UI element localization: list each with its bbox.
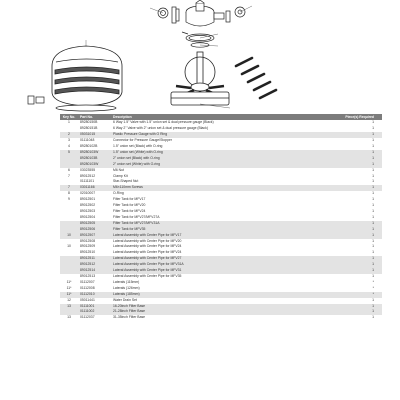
pieces-required-cell: 1 bbox=[372, 214, 374, 219]
part-number-cell: 89012510 bbox=[80, 250, 96, 255]
key-number-cell: 8 bbox=[68, 191, 70, 196]
description-cell: Filter Tank for MFV20 bbox=[113, 203, 146, 208]
pieces-required-header: Piece(s) Required bbox=[345, 115, 374, 119]
part-number-cell: 89012514 bbox=[80, 268, 96, 273]
part-number-cell: 89280103B bbox=[80, 155, 98, 160]
pieces-required-cell: 1 bbox=[372, 126, 374, 131]
pieces-required-cell: 1 bbox=[372, 232, 374, 237]
lateral-assembly-illustration bbox=[171, 52, 229, 105]
pieces-required-cell: 1 bbox=[372, 273, 374, 278]
part-number-cell: 03023555 bbox=[80, 167, 96, 172]
description-cell: Laterals (126mm) bbox=[113, 285, 140, 290]
pieces-required-cell: 1 bbox=[372, 197, 374, 202]
part-number-cell: 89012501 bbox=[80, 197, 96, 202]
description-cell: 1.5" union set (Black) with O-ring bbox=[113, 144, 163, 149]
description-cell: Filter Tank for MFV27/MFV27A bbox=[113, 214, 160, 219]
key-number-cell: 7 bbox=[68, 173, 70, 178]
description-cell: Lateral Assembly with Center Pipe for MFV27 bbox=[113, 256, 182, 261]
pieces-required-cell: 1 bbox=[372, 173, 374, 178]
description-header: Description bbox=[113, 115, 132, 119]
pieces-required-cell: * bbox=[372, 279, 374, 284]
parts-table-body bbox=[60, 120, 382, 321]
key-number-cell: 3 bbox=[68, 138, 70, 143]
key-number-cell: 10 bbox=[67, 232, 71, 237]
part-number-cell: 89012512 bbox=[80, 173, 96, 178]
pieces-required-cell: 1 bbox=[372, 191, 374, 196]
key-number-cell: 9 bbox=[68, 197, 70, 202]
part-number-header: Part No. bbox=[80, 115, 93, 119]
pieces-required-cell: 1 bbox=[372, 256, 374, 261]
key-number-cell: 13 bbox=[67, 303, 71, 308]
pieces-required-cell: 1 bbox=[372, 203, 374, 208]
part-number-cell: 01112037 bbox=[80, 315, 95, 320]
exploded-view-diagram bbox=[0, 0, 400, 112]
description-cell: Lateral Assembly with Center Pipe for MFV31A bbox=[113, 262, 184, 267]
description-cell: 21-28inch Filter Base bbox=[113, 309, 146, 314]
part-number-cell: 89280102B bbox=[80, 144, 98, 149]
part-number-cell: 89012504 bbox=[80, 214, 96, 219]
description-cell: Lateral Assembly with Center Pipe for MFV31 bbox=[113, 268, 182, 273]
description-cell: Water Drain Set bbox=[113, 297, 137, 302]
key-number-cell: 13 bbox=[67, 315, 71, 320]
part-number-cell: 89012505 bbox=[80, 220, 96, 225]
pieces-required-cell: * bbox=[372, 291, 374, 296]
pieces-required-cell: 1 bbox=[372, 262, 374, 267]
key-number-cell: 2 bbox=[68, 132, 70, 137]
part-number-cell: 89012507 bbox=[80, 232, 96, 237]
description-cell: Lateral Assembly with Center Pipe for MFV35 bbox=[113, 273, 182, 278]
description-cell: M6×110mm Screws bbox=[113, 185, 143, 190]
pieces-required-cell: 1 bbox=[372, 220, 374, 225]
description-cell: Star-Shaped Nut bbox=[113, 179, 139, 184]
part-number-cell: 89280103W bbox=[80, 149, 99, 154]
key-number-cell: 11* bbox=[66, 279, 72, 284]
part-number-cell: 01112008 bbox=[80, 285, 95, 290]
part-number-cell: 89280150B bbox=[80, 120, 98, 125]
part-number-cell: 89012506 bbox=[80, 226, 96, 231]
part-number-cell: 89012503 bbox=[80, 209, 96, 213]
pieces-required-cell: 1 bbox=[372, 250, 374, 255]
pieces-required-cell: 1 bbox=[372, 209, 374, 213]
pieces-required-cell: 1 bbox=[372, 132, 374, 137]
clamp-ring-illustration bbox=[182, 32, 214, 47]
part-number-cell: 89012502 bbox=[80, 203, 96, 208]
pieces-required-cell: 1 bbox=[372, 185, 374, 190]
part-number-cell: 01111048 bbox=[80, 138, 95, 143]
description-cell: Connector for Pressure Gauge/Stopper bbox=[113, 138, 172, 143]
pieces-required-cell: 1 bbox=[372, 138, 374, 143]
key-number-cell: 4 bbox=[68, 144, 70, 149]
description-cell: Clamp Kit bbox=[113, 173, 128, 178]
description-cell: Laterals (115mm) bbox=[113, 279, 140, 284]
key-number-header: Key No. bbox=[62, 115, 76, 119]
description-cell: 2" union set (Black) with O-ring bbox=[113, 155, 160, 160]
laterals-illustration bbox=[236, 58, 276, 98]
filter-tank-illustration bbox=[52, 46, 122, 111]
part-number-cell: 01111001 bbox=[80, 303, 95, 308]
pieces-required-cell: 1 bbox=[372, 144, 374, 149]
part-number-cell: 89280103W bbox=[80, 161, 99, 166]
multiport-valve-illustration bbox=[158, 0, 245, 26]
key-number-cell: 10 bbox=[67, 244, 71, 249]
pieces-required-cell: 1 bbox=[372, 244, 374, 249]
part-number-cell: 89012509 bbox=[80, 244, 96, 249]
part-number-cell: 05011441 bbox=[80, 297, 95, 302]
part-number-cell: 89012508 bbox=[80, 238, 96, 243]
pieces-required-cell: 1 bbox=[372, 120, 374, 125]
description-cell: Lateral Assembly with Center Pipe for MFV24 bbox=[113, 244, 182, 249]
description-cell: 1.5" union set (White) with O-ring bbox=[113, 149, 163, 154]
parts-table bbox=[60, 114, 382, 321]
pieces-required-cell: 1 bbox=[372, 238, 374, 243]
pieces-required-cell: 1 bbox=[372, 309, 374, 314]
description-cell: Filter Tank for MFV17 bbox=[113, 197, 146, 202]
pieces-required-cell: * bbox=[372, 285, 374, 290]
part-number-cell: 02010007 bbox=[80, 191, 96, 196]
part-number-cell: 01111101 bbox=[80, 179, 95, 184]
pieces-required-cell: 1 bbox=[372, 149, 374, 154]
description-cell: O-Ring bbox=[113, 191, 124, 196]
key-number-cell: 11* bbox=[66, 291, 72, 296]
description-cell: 2" union set (White) with O-ring bbox=[113, 161, 160, 166]
drain-set-illustration bbox=[28, 96, 44, 104]
part-number-cell: 03011166 bbox=[80, 185, 95, 190]
part-number-cell: 01112007 bbox=[80, 279, 95, 284]
description-cell: Filter Tank for MFV24 bbox=[113, 209, 146, 213]
key-number-cell: 6 bbox=[68, 167, 70, 172]
description-cell: M6 Nut bbox=[113, 167, 124, 172]
pieces-required-cell: 1 bbox=[372, 179, 374, 184]
description-cell: Lateral Assembly with Center Pipe for MFV17 bbox=[113, 232, 182, 237]
description-cell: Laterals (185mm) bbox=[113, 291, 140, 296]
pieces-required-cell: 1 bbox=[372, 297, 374, 302]
description-cell: 31-35inch Filter Base bbox=[113, 315, 146, 320]
pieces-required-cell: 1 bbox=[372, 226, 374, 231]
pieces-required-cell: 1 bbox=[372, 155, 374, 160]
part-number-cell: 89012511 bbox=[80, 256, 95, 261]
description-cell: Lateral Assembly with Center Pipe for MFV24 bbox=[113, 250, 182, 255]
pieces-required-cell: 1 bbox=[372, 315, 374, 320]
part-number-cell: 01111002 bbox=[80, 309, 95, 314]
pieces-required-cell: 1 bbox=[372, 268, 374, 273]
description-cell: 6 Way 2" Valve with 2" union set & dual pressure gauge (Black) bbox=[113, 126, 208, 131]
key-number-cell: 1 bbox=[68, 120, 70, 125]
key-number-cell: 11* bbox=[66, 285, 72, 290]
table-row bbox=[60, 315, 382, 321]
key-number-cell: 12 bbox=[67, 297, 71, 302]
description-cell: Filter Tank for MFV27/MFV31A bbox=[113, 220, 160, 225]
pieces-required-cell: 1 bbox=[372, 167, 374, 172]
description-cell: Lateral Assembly with Center Pipe for MFV20 bbox=[113, 238, 182, 243]
part-number-cell: 01112010 bbox=[80, 291, 95, 296]
part-number-cell: 89280151B bbox=[80, 126, 98, 131]
part-number-cell: 05031015 bbox=[80, 132, 96, 137]
description-cell: Plastic Pressure Gauge with O Ring bbox=[113, 132, 168, 137]
pieces-required-cell: 1 bbox=[372, 303, 374, 308]
description-cell: Filter Tank for MFV35 bbox=[113, 226, 146, 231]
part-number-cell: 89012512 bbox=[80, 262, 96, 267]
description-cell: 16-20inch Filter Base bbox=[113, 303, 146, 308]
key-number-cell: 7 bbox=[68, 185, 70, 190]
part-number-cell: 89012513 bbox=[80, 273, 96, 278]
description-cell: 6 Way 1.5" Valve with 1.5" union set & dual pressure gauge (Black) bbox=[113, 120, 214, 125]
pieces-required-cell: 1 bbox=[372, 161, 374, 166]
key-number-cell: 5 bbox=[68, 149, 70, 154]
